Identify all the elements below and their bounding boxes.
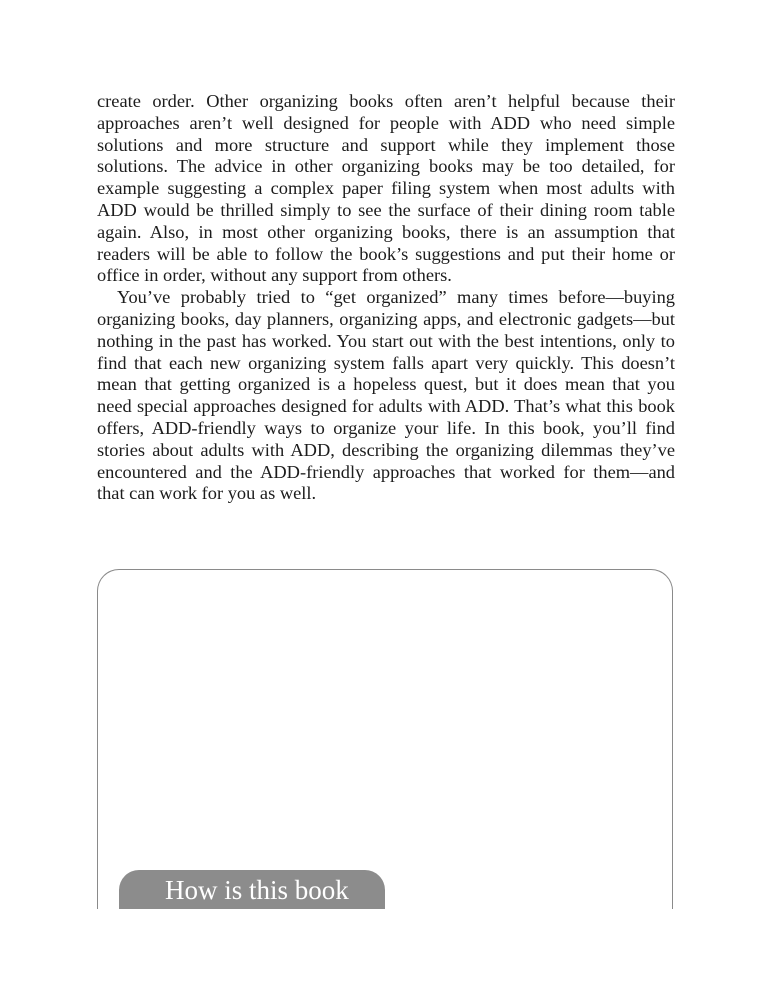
sidebar-heading-tab xyxy=(119,870,385,910)
paragraph-get-organized: You’ve probably tried to “get organized” many times before—buying organizing books, day planners, organizing apps, and electronic gadgets—but nothing in the past has worked. You start out with the best intentions, only to find that each new organizing system falls apart very quickly. This doesn’t mean that getting organized is a hopeless quest, but it does mean that you need special approaches designed for adults with ADD. That’s what this book offers, ADD-friendly ways to organize your life. In this book, you’ll find stories about adults with ADD, describing the organizing dilemmas they’ve encountered and the ADD-friendly approaches that worked for them—and that can work for you as well. xyxy=(97,287,675,504)
body-text xyxy=(97,91,675,505)
paragraph-continued: create order. Other organizing books often aren’t helpful because their approaches aren’t well designed for people with ADD who need simple solutions and more structure and support while they implement those solutions. The advice in other organizing books may be too detailed, for example suggesting a complex paper filing system when most adults with ADD would be thrilled simply to see the surface of their dining room table again. Also, in most other organizing books, there is an assumption that readers will be able to follow the book’s suggestions and put their home or office in order, without any support from others. xyxy=(97,91,675,286)
sidebar-heading: How is this book xyxy=(165,875,349,905)
page-bottom-margin xyxy=(0,909,772,1000)
